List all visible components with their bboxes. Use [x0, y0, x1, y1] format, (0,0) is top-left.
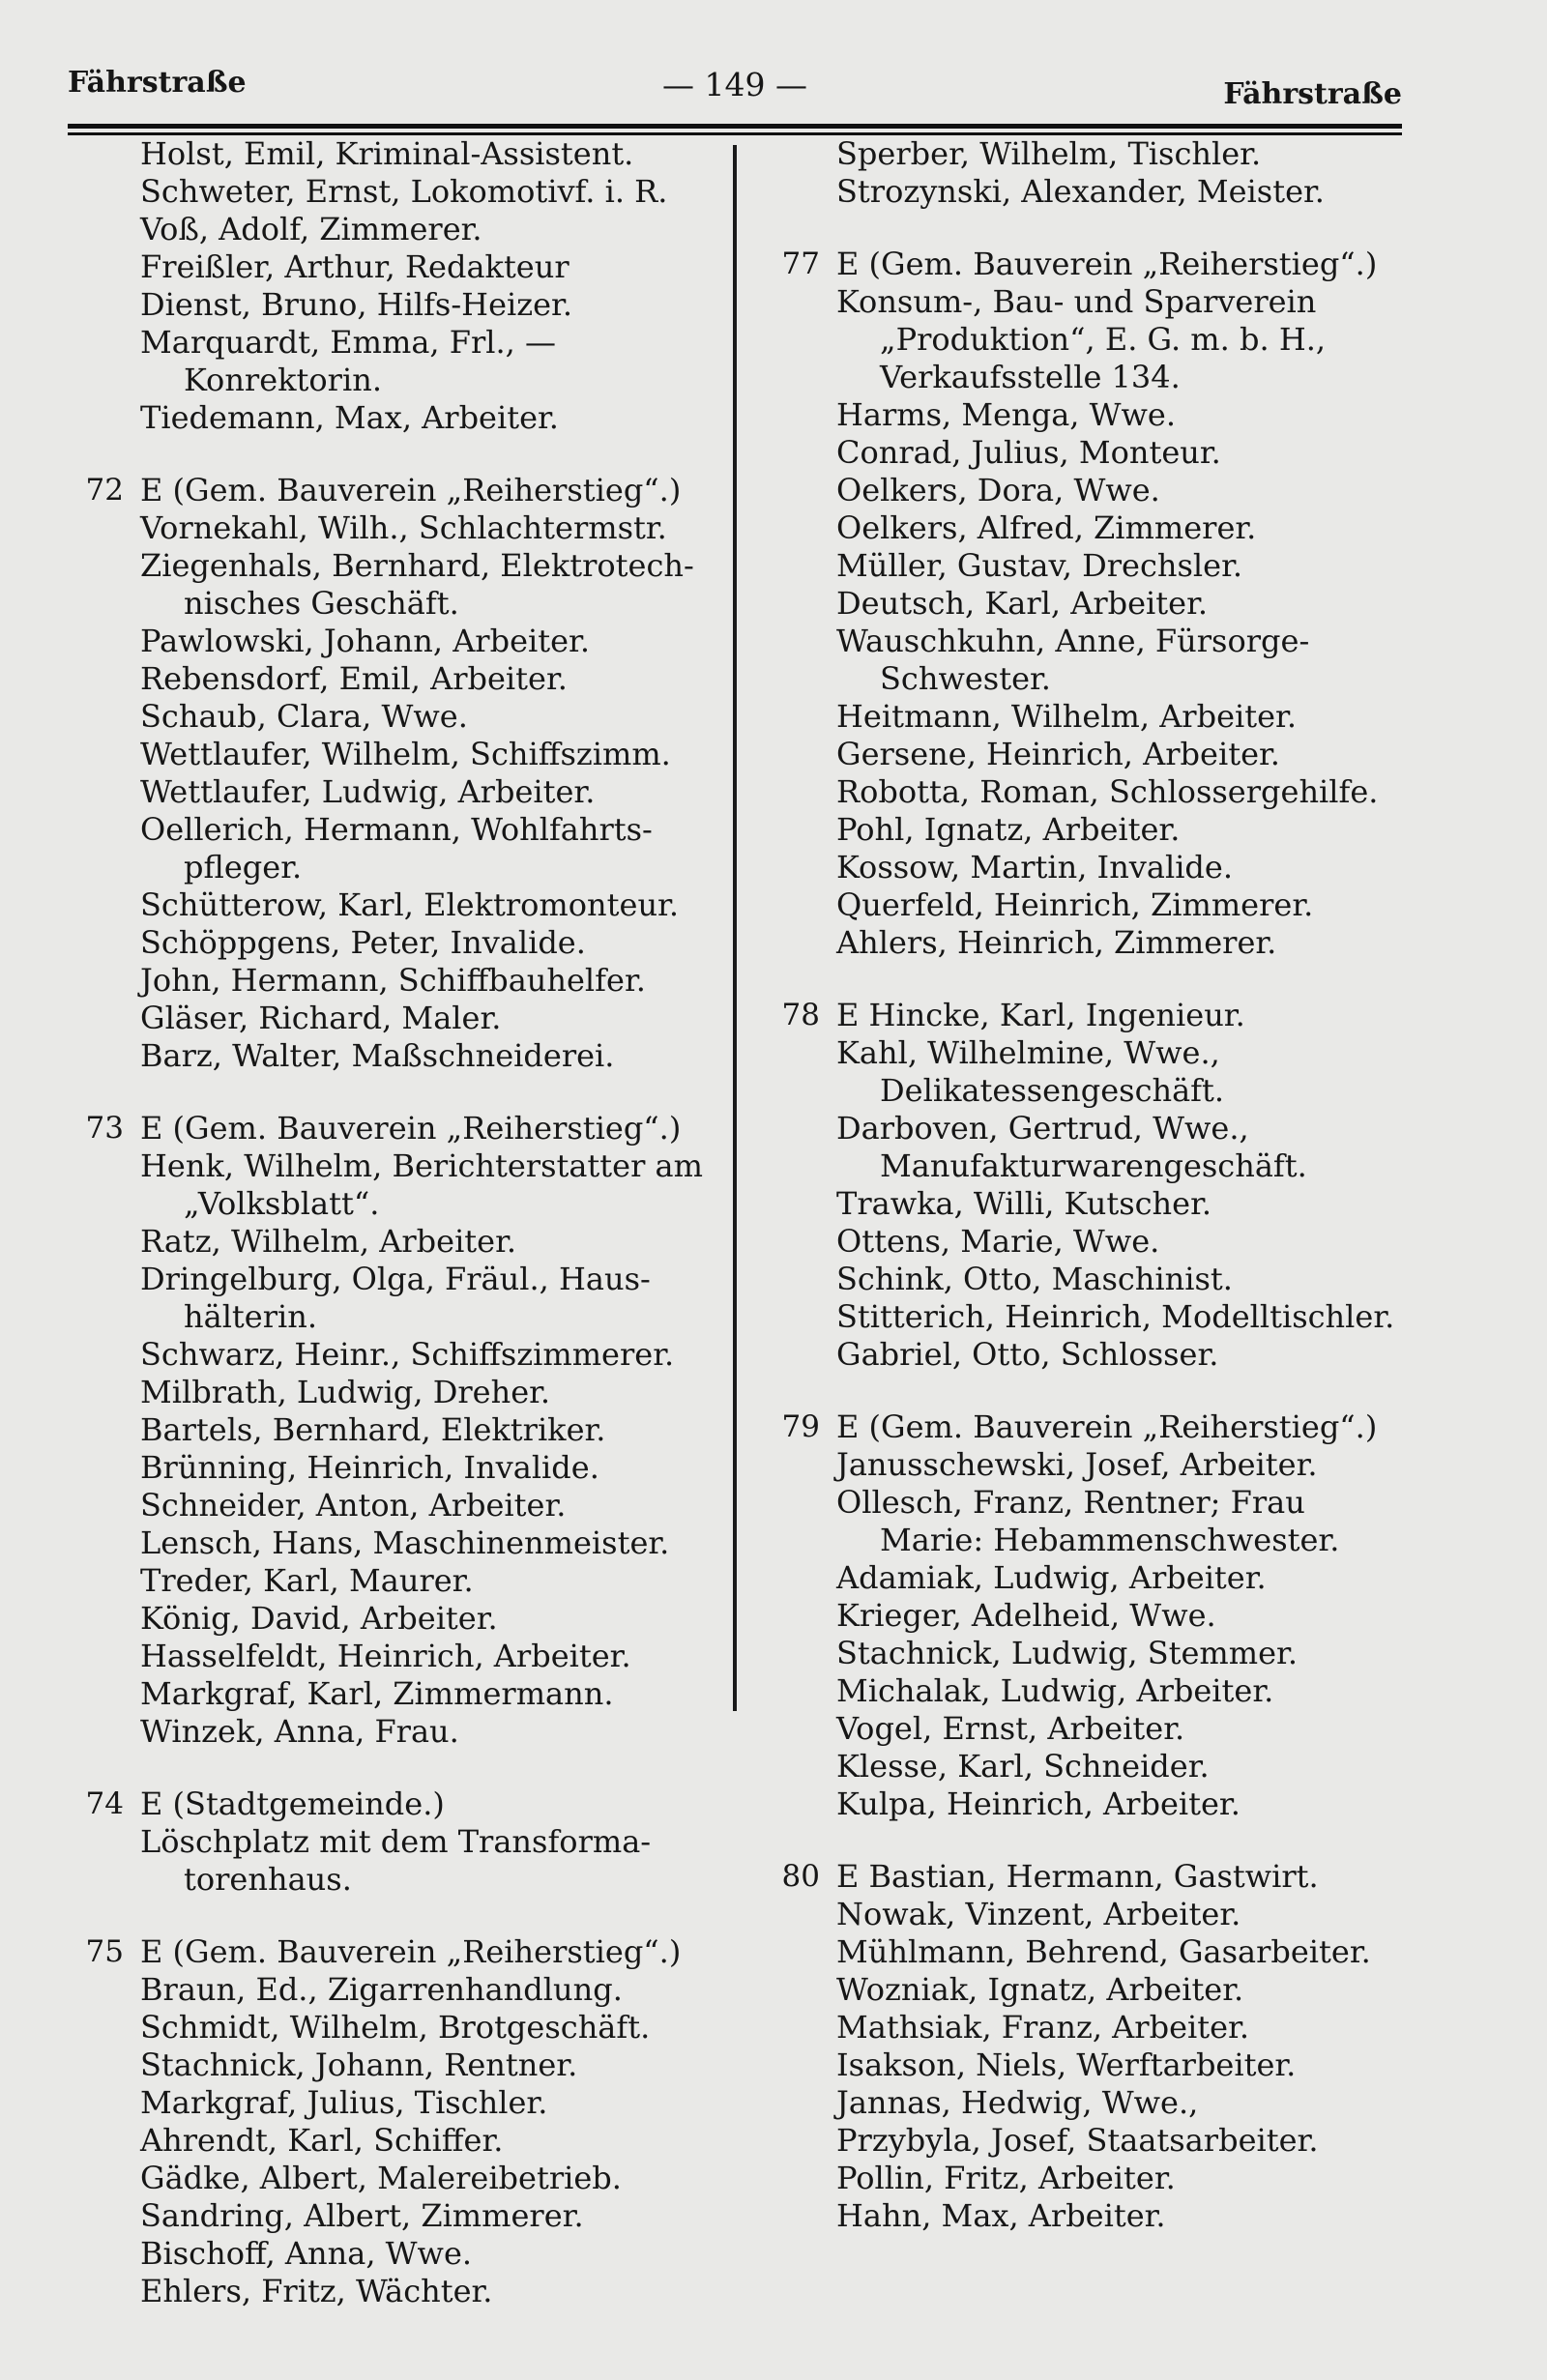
entry-text: E Hincke, Karl, Ingenieur. — [836, 997, 1245, 1033]
resident-entry — [77, 1713, 715, 1751]
resident-entry — [774, 135, 1412, 173]
entry-text: Jannas, Hedwig, Wwe., — [836, 2084, 1199, 2121]
resident-entry — [774, 1298, 1412, 1336]
header-street-right: Fährstraße — [1223, 77, 1402, 111]
resident-entry — [77, 2009, 715, 2046]
entry-text: Gläser, Richard, Maler. — [140, 1000, 502, 1036]
resident-entry — [774, 1185, 1412, 1223]
entry-text: Wettlaufer, Ludwig, Arbeiter. — [140, 773, 596, 810]
entry-text: Klesse, Karl, Schneider. — [836, 1748, 1210, 1785]
resident-entry — [77, 1147, 715, 1185]
resident-entry — [77, 924, 715, 962]
entry-text: Markgraf, Karl, Zimmermann. — [140, 1675, 614, 1712]
resident-entry — [774, 1408, 1412, 1446]
house-number: 73 — [85, 1111, 124, 1146]
resident-entry — [77, 1261, 715, 1298]
resident-entry — [77, 1524, 715, 1562]
resident-entry — [774, 2084, 1412, 2122]
header-street-left: Fährstraße — [68, 66, 247, 100]
entry-text: Kulpa, Heinrich, Arbeiter. — [836, 1785, 1241, 1822]
resident-entry — [77, 399, 715, 437]
resident-entry — [774, 396, 1412, 434]
house-number: 77 — [781, 247, 820, 281]
entry-continuation — [774, 1072, 1412, 1110]
entry-text: E (Gem. Bauverein „Reiherstieg“.) — [836, 246, 1378, 282]
group-spacer — [774, 211, 1412, 246]
entry-continuation — [77, 585, 715, 623]
resident-entry — [77, 1600, 715, 1638]
entry-text: Hasselfeldt, Heinrich, Arbeiter. — [140, 1638, 631, 1674]
entry-text: Dienst, Bruno, Hilfs-Heizer. — [140, 286, 572, 323]
house-number: 74 — [85, 1786, 124, 1821]
resident-entry — [77, 1223, 715, 1261]
entry-text: Harms, Menga, Wwe. — [836, 396, 1176, 433]
entry-text: Treder, Karl, Maurer. — [140, 1562, 474, 1599]
resident-entry — [77, 324, 715, 362]
entry-text: Robotta, Roman, Schlossergehilfe. — [836, 773, 1379, 810]
house-group — [77, 1933, 715, 2310]
house-group — [774, 997, 1412, 1374]
resident-entry — [774, 1858, 1412, 1896]
entry-text: Deutsch, Karl, Arbeiter. — [836, 585, 1209, 622]
house-number: 72 — [85, 473, 124, 508]
entry-text: Verkaufsstelle 134. — [880, 359, 1181, 395]
house-group — [77, 135, 715, 437]
resident-entry — [774, 2009, 1412, 2046]
resident-entry — [77, 2084, 715, 2122]
resident-entry — [774, 1635, 1412, 1672]
house-group — [774, 246, 1412, 962]
group-spacer — [77, 1899, 715, 1933]
house-number: 75 — [85, 1934, 124, 1969]
resident-entry — [774, 1034, 1412, 1072]
group-spacer — [774, 1823, 1412, 1858]
resident-entry — [774, 886, 1412, 924]
resident-entry — [77, 286, 715, 324]
entry-text: Gabriel, Otto, Schlosser. — [836, 1336, 1219, 1373]
resident-entry — [774, 509, 1412, 547]
entry-text: Stitterich, Heinrich, Modelltischler. — [836, 1298, 1395, 1335]
entry-text: Brünning, Heinrich, Invalide. — [140, 1449, 599, 1486]
entry-text: Braun, Ed., Zigarrenhandlung. — [140, 1971, 623, 2008]
resident-entry — [774, 1672, 1412, 1710]
house-group — [774, 1858, 1412, 2235]
resident-entry — [774, 2197, 1412, 2235]
entry-text: Darboven, Gertrud, Wwe., — [836, 1110, 1249, 1146]
group-spacer — [77, 1751, 715, 1785]
resident-entry — [774, 283, 1412, 321]
entry-text: Trawka, Willi, Kutscher. — [836, 1185, 1212, 1222]
entry-text: Sperber, Wilhelm, Tischler. — [836, 135, 1262, 172]
resident-entry — [77, 1562, 715, 1600]
resident-entry — [77, 962, 715, 1000]
entry-text: Wettlaufer, Wilhelm, Schiffszimm. — [140, 736, 671, 772]
entry-text: Stachnick, Johann, Rentner. — [140, 2046, 578, 2083]
entry-text: Manufakturwarengeschäft. — [880, 1147, 1307, 1184]
entry-text: Kossow, Martin, Invalide. — [836, 849, 1234, 885]
right-column — [774, 135, 1412, 2235]
entry-text: Konrektorin. — [184, 362, 382, 398]
resident-entry — [77, 736, 715, 773]
resident-entry — [774, 1446, 1412, 1484]
header-rule-thick — [68, 124, 1402, 129]
resident-entry — [77, 1037, 715, 1075]
resident-entry — [774, 623, 1412, 660]
entry-text: „Volksblatt“. — [184, 1185, 380, 1222]
entry-text: Dringelburg, Olga, Fräul., Haus- — [140, 1261, 651, 1297]
resident-entry — [77, 660, 715, 698]
entry-text: „Produktion“, E. G. m. b. H., — [880, 321, 1327, 358]
resident-entry — [774, 1597, 1412, 1635]
entry-text: Wauschkuhn, Anne, Fürsorge- — [836, 623, 1310, 659]
resident-entry — [77, 1971, 715, 2009]
resident-entry — [77, 1933, 715, 1971]
entry-text: Bartels, Bernhard, Elektriker. — [140, 1411, 606, 1448]
entry-text: Hahn, Max, Arbeiter. — [836, 2197, 1166, 2234]
house-number: 78 — [781, 998, 820, 1032]
entry-text: Querfeld, Heinrich, Zimmerer. — [836, 886, 1314, 923]
resident-entry — [774, 1785, 1412, 1823]
entry-continuation — [77, 1861, 715, 1899]
resident-entry — [774, 773, 1412, 811]
entry-text: Schwester. — [880, 660, 1051, 697]
entry-text: nisches Geschäft. — [184, 585, 459, 622]
entry-text: Marquardt, Emma, Frl., — — [140, 324, 557, 361]
resident-entry — [774, 698, 1412, 736]
entry-text: Schmidt, Wilhelm, Brotgeschäft. — [140, 2009, 651, 2046]
resident-entry — [77, 2122, 715, 2160]
entry-continuation — [774, 321, 1412, 359]
resident-entry — [77, 886, 715, 924]
resident-entry — [77, 1336, 715, 1374]
entry-continuation — [774, 660, 1412, 698]
resident-entry — [774, 1559, 1412, 1597]
resident-entry — [77, 2197, 715, 2235]
entry-text: Vogel, Ernst, Arbeiter. — [836, 1710, 1185, 1747]
entry-text: torenhaus. — [184, 1861, 352, 1898]
resident-entry — [774, 1971, 1412, 2009]
entry-text: Janusschewski, Josef, Arbeiter. — [836, 1446, 1318, 1483]
resident-entry — [77, 173, 715, 211]
resident-entry — [77, 773, 715, 811]
entry-text: Oelkers, Alfred, Zimmerer. — [836, 509, 1257, 546]
group-spacer — [774, 962, 1412, 997]
entry-text: Schink, Otto, Maschinist. — [836, 1261, 1233, 1297]
entry-text: E (Gem. Bauverein „Reiherstieg“.) — [836, 1408, 1378, 1445]
resident-entry — [77, 1785, 715, 1823]
resident-entry — [77, 509, 715, 547]
entry-text: Krieger, Adelheid, Wwe. — [836, 1597, 1216, 1634]
entry-text: Ahlers, Heinrich, Zimmerer. — [836, 924, 1277, 961]
entry-text: Heitmann, Wilhelm, Arbeiter. — [836, 698, 1297, 735]
entry-text: Rebensdorf, Emil, Arbeiter. — [140, 660, 568, 697]
resident-entry — [77, 135, 715, 173]
entry-text: E Bastian, Hermann, Gastwirt. — [836, 1858, 1319, 1895]
resident-entry — [77, 1000, 715, 1037]
entry-text: Delikatessengeschäft. — [880, 1072, 1225, 1109]
entry-text: Bischoff, Anna, Wwe. — [140, 2235, 473, 2272]
resident-entry — [77, 2273, 715, 2310]
entry-text: Konsum-, Bau- und Sparverein — [836, 283, 1317, 320]
resident-entry — [77, 2235, 715, 2273]
entry-text: hälterin. — [184, 1298, 318, 1335]
left-column — [77, 135, 715, 2310]
entry-text: Pawlowski, Johann, Arbeiter. — [140, 623, 590, 659]
resident-entry — [774, 434, 1412, 472]
entry-text: Ratz, Wilhelm, Arbeiter. — [140, 1223, 517, 1260]
entry-text: Löschplatz mit dem Transforma- — [140, 1823, 652, 1860]
entry-text: Ehlers, Fritz, Wächter. — [140, 2273, 493, 2309]
entry-text: Milbrath, Ludwig, Dreher. — [140, 1374, 551, 1410]
column-divider — [733, 145, 737, 1711]
entry-text: Mathsiak, Franz, Arbeiter. — [836, 2009, 1249, 2046]
entry-text: Nowak, Vinzent, Arbeiter. — [836, 1896, 1241, 1932]
resident-entry — [774, 811, 1412, 849]
resident-entry — [774, 1896, 1412, 1933]
entry-text: Tiedemann, Max, Arbeiter. — [140, 399, 559, 436]
page-number: — 149 — — [662, 66, 807, 103]
entry-continuation — [77, 362, 715, 399]
entry-text: Müller, Gustav, Drechsler. — [836, 547, 1243, 584]
resident-entry — [77, 2160, 715, 2197]
entry-text: Ollesch, Franz, Rentner; Frau — [836, 1484, 1305, 1521]
entry-text: Freißler, Arthur, Redakteur — [140, 248, 569, 285]
entry-text: Przybyla, Josef, Staatsarbeiter. — [836, 2122, 1319, 2159]
house-number: 79 — [781, 1409, 820, 1444]
entry-text: Winzek, Anna, Frau. — [140, 1713, 459, 1750]
group-spacer — [77, 1075, 715, 1110]
entry-text: Schöppgens, Peter, Invalide. — [140, 924, 586, 961]
entry-text: Schwarz, Heinr., Schiffszimmerer. — [140, 1336, 675, 1373]
entry-text: E (Gem. Bauverein „Reiherstieg“.) — [140, 472, 682, 508]
entry-text: E (Gem. Bauverein „Reiherstieg“.) — [140, 1933, 682, 1970]
resident-entry — [774, 547, 1412, 585]
resident-entry — [774, 1933, 1412, 1971]
resident-entry — [774, 585, 1412, 623]
resident-entry — [77, 698, 715, 736]
entry-continuation — [77, 849, 715, 886]
resident-entry — [774, 246, 1412, 283]
entry-text: Oelkers, Dora, Wwe. — [836, 472, 1160, 508]
resident-entry — [77, 472, 715, 509]
entry-continuation — [77, 1185, 715, 1223]
house-number: 80 — [781, 1859, 820, 1894]
entry-text: Strozynski, Alexander, Meister. — [836, 173, 1325, 210]
resident-entry — [77, 1449, 715, 1487]
resident-entry — [77, 1823, 715, 1861]
group-spacer — [77, 437, 715, 472]
entry-text: John, Hermann, Schiffbauhelfer. — [140, 962, 646, 999]
entry-text: Ottens, Marie, Wwe. — [836, 1223, 1160, 1260]
resident-entry — [774, 1261, 1412, 1298]
resident-entry — [77, 1487, 715, 1524]
entry-continuation — [774, 359, 1412, 396]
entry-continuation — [774, 1147, 1412, 1185]
house-group — [77, 472, 715, 1075]
resident-entry — [774, 736, 1412, 773]
entry-continuation — [774, 1522, 1412, 1559]
entry-text: pfleger. — [184, 849, 303, 885]
entry-text: Wozniak, Ignatz, Arbeiter. — [836, 1971, 1244, 2008]
entry-text: Pohl, Ignatz, Arbeiter. — [836, 811, 1181, 848]
resident-entry — [77, 1110, 715, 1147]
resident-entry — [774, 1336, 1412, 1374]
entry-text: Schaub, Clara, Wwe. — [140, 698, 468, 735]
resident-entry — [77, 547, 715, 585]
resident-entry — [774, 173, 1412, 211]
resident-entry — [77, 623, 715, 660]
entry-text: Vornekahl, Wilh., Schlachtermstr. — [140, 509, 667, 546]
entry-text: Gersene, Heinrich, Arbeiter. — [836, 736, 1280, 772]
resident-entry — [774, 924, 1412, 962]
resident-entry — [77, 1411, 715, 1449]
entry-text: Oellerich, Hermann, Wohlfahrts- — [140, 811, 653, 848]
entry-text: Pollin, Fritz, Arbeiter. — [836, 2160, 1176, 2196]
entry-text: Voß, Adolf, Zimmerer. — [140, 211, 482, 247]
resident-entry — [77, 2046, 715, 2084]
entry-text: Mühlmann, Behrend, Gasarbeiter. — [836, 1933, 1371, 1970]
resident-entry — [77, 211, 715, 248]
entry-text: Barz, Walter, Maßschneiderei. — [140, 1037, 615, 1074]
resident-entry — [774, 2160, 1412, 2197]
entry-text: Marie: Hebammenschwester. — [880, 1522, 1340, 1558]
entry-text: Sandring, Albert, Zimmerer. — [140, 2197, 584, 2234]
entry-text: König, David, Arbeiter. — [140, 1600, 498, 1637]
entry-text: Stachnick, Ludwig, Stemmer. — [836, 1635, 1298, 1671]
group-spacer — [774, 1374, 1412, 1408]
entry-text: Holst, Emil, Kriminal-Assistent. — [140, 135, 634, 172]
resident-entry — [774, 1223, 1412, 1261]
entry-text: E (Gem. Bauverein „Reiherstieg“.) — [140, 1110, 682, 1146]
resident-entry — [774, 472, 1412, 509]
entry-text: Lensch, Hans, Maschinenmeister. — [140, 1524, 670, 1561]
entry-text: Gädke, Albert, Malereibetrieb. — [140, 2160, 622, 2196]
entry-text: Kahl, Wilhelmine, Wwe., — [836, 1034, 1220, 1071]
entry-text: Markgraf, Julius, Tischler. — [140, 2084, 548, 2121]
entry-text: E (Stadtgemeinde.) — [140, 1785, 445, 1822]
entry-text: Isakson, Niels, Werftarbeiter. — [836, 2046, 1297, 2083]
resident-entry — [774, 2122, 1412, 2160]
entry-text: Conrad, Julius, Monteur. — [836, 434, 1221, 471]
house-group — [77, 1110, 715, 1751]
resident-entry — [77, 1675, 715, 1713]
resident-entry — [77, 1374, 715, 1411]
resident-entry — [77, 248, 715, 286]
resident-entry — [77, 811, 715, 849]
entry-text: Henk, Wilhelm, Berichterstatter am — [140, 1147, 703, 1184]
resident-entry — [77, 1638, 715, 1675]
entry-text: Schneider, Anton, Arbeiter. — [140, 1487, 567, 1524]
entry-text: Ziegenhals, Bernhard, Elektrotech- — [140, 547, 694, 584]
house-group — [774, 135, 1412, 211]
house-group — [77, 1785, 715, 1899]
entry-text: Schütterow, Karl, Elektromonteur. — [140, 886, 679, 923]
entry-text: Michalak, Ludwig, Arbeiter. — [836, 1672, 1274, 1709]
resident-entry — [774, 849, 1412, 886]
page-header — [68, 58, 1402, 116]
resident-entry — [774, 1710, 1412, 1748]
resident-entry — [774, 1110, 1412, 1147]
resident-entry — [774, 997, 1412, 1034]
house-group — [774, 1408, 1412, 1823]
resident-entry — [774, 1748, 1412, 1785]
entry-continuation — [77, 1298, 715, 1336]
resident-entry — [774, 2046, 1412, 2084]
entry-text: Schweter, Ernst, Lokomotivf. i. R. — [140, 173, 668, 210]
entry-text: Adamiak, Ludwig, Arbeiter. — [836, 1559, 1267, 1596]
entry-text: Ahrendt, Karl, Schiffer. — [140, 2122, 504, 2159]
resident-entry — [774, 1484, 1412, 1522]
